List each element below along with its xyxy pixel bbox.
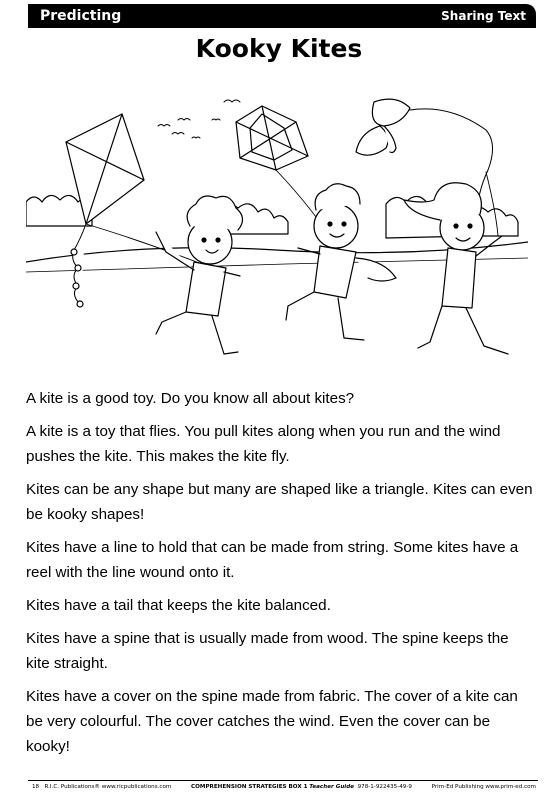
section-header-bar [28,4,536,28]
footer-left [32,784,171,790]
children-flying-kites-illustration [26,92,528,372]
header-category: Predicting [40,8,122,24]
paragraph: Kites have a cover on the spine made from fabric. The cover of a kite can be very colourful. The cover catches the wind. Even the cover can be kooky! [26,688,518,755]
publisher-right: Prim-Ed Publishing www.prim-ed.com [431,784,536,790]
paragraph: Kites have a tail that keeps the kite balanced. [26,597,331,614]
footer-rule [28,780,538,781]
article-body [26,386,536,767]
child-right [404,183,508,354]
page-number: 18 [32,784,40,790]
page-title: Kooky Kites [195,34,363,63]
publisher-left: R.I.C. Publications® www.ricpublications.com [44,784,172,790]
paragraph: A kite is a toy that flies. You pull kites along when you run and the wind pushes the kite. This makes the kite fly. [26,423,501,465]
book-subtitle: Teacher Guide [309,784,355,790]
paragraph: Kites have a line to hold that can be made from string. Some kites have a reel with the line wound onto it. [26,539,519,581]
paragraph: Kites can be any shape but many are shaped like a triangle. Kites can even be kooky shapes! [26,481,533,523]
book-title: COMPREHENSION STRATEGIES BOX 1 [191,784,308,790]
footer-center [191,784,412,790]
child-left [156,196,243,354]
isbn: 978-1-922435-49-9 [357,784,412,790]
paragraph: Kites have a spine that is usually made from wood. The spine keeps the kite straight. [26,630,509,672]
hexagon-kite-middle [236,106,308,170]
page-footer [32,784,536,790]
header-section: Sharing Text [441,9,526,23]
birds-icon [158,100,240,138]
paragraph: A kite is a good toy. Do you know all about kites? [26,390,355,407]
